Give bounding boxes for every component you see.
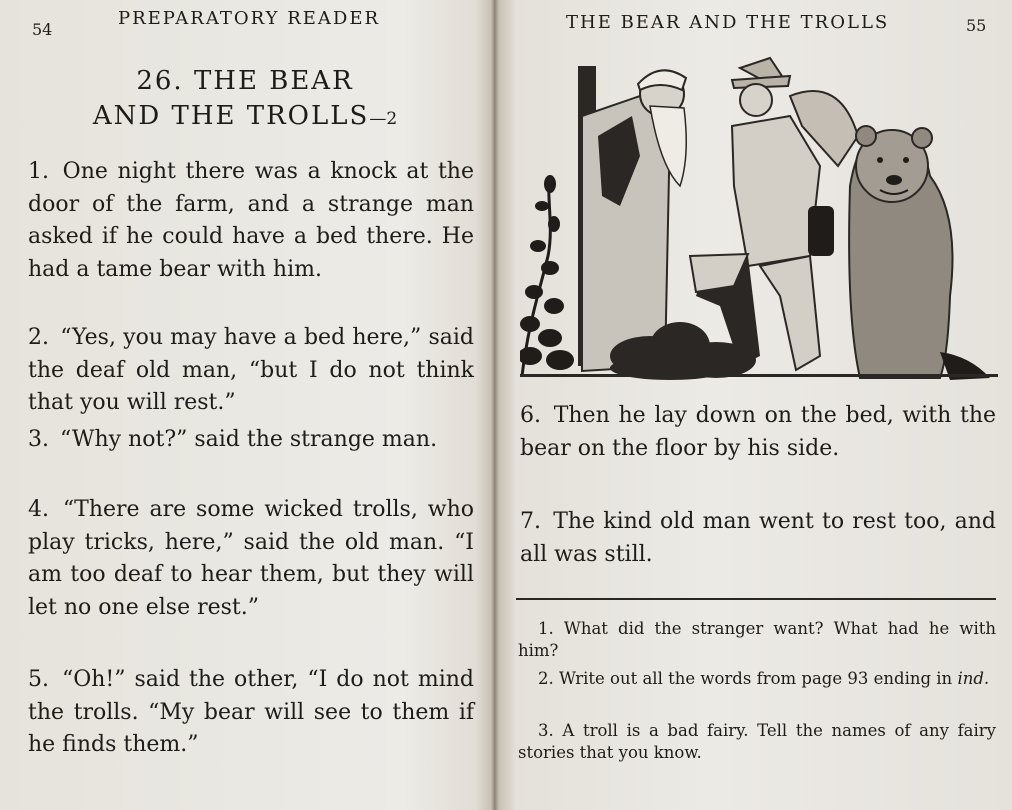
ground-line <box>520 374 998 377</box>
paragraph-text: “Yes, you may have a bed here,” said the deaf old man, “but I do not think that you will rest.” <box>28 325 474 415</box>
question-text: What did the stranger want? What had he with him? <box>518 619 996 660</box>
paragraph-5 <box>28 664 474 762</box>
paragraph-number: 1. <box>28 159 49 184</box>
paragraph-number: 7. <box>520 509 541 534</box>
question-text: A troll is a bad fairy. Tell the names of any fairy stories that you know. <box>518 721 996 762</box>
section-divider <box>516 598 996 600</box>
paragraph-text: One night there was a knock at the door of the farm, and a strange man asked if he could have a bed there. He had a tame bear with him. <box>28 159 474 282</box>
lesson-title <box>20 64 470 137</box>
lesson-number: 26. <box>136 66 184 96</box>
question-2 <box>518 668 996 690</box>
paragraph-number: 2. <box>28 325 49 350</box>
paragraph-text: “Why not?” said the strange man. <box>60 427 438 452</box>
paragraph-text: “There are some wicked trolls, who play tricks, here,” said the old man. “I am too deaf to hear them, but they will let no one else rest.” <box>28 497 474 620</box>
page-number-right: 55 <box>966 16 987 35</box>
paragraph-3 <box>28 424 474 457</box>
paragraph-number: 3. <box>28 427 49 452</box>
question-number: 1. <box>538 619 554 638</box>
question-number: 2. <box>538 669 554 688</box>
paragraph-number: 6. <box>520 403 541 428</box>
paragraph-1 <box>28 156 474 286</box>
right-page <box>498 0 1012 810</box>
vine-foliage <box>520 175 574 376</box>
paragraph-2 <box>28 322 474 420</box>
bear-and-travelers-illustration <box>520 56 998 384</box>
left-page <box>0 0 488 810</box>
question-3 <box>518 720 996 764</box>
lesson-title-text2: AND THE TROLLS <box>92 101 370 131</box>
paragraph-4 <box>28 494 474 624</box>
paragraph-6 <box>520 400 996 465</box>
question-1 <box>518 618 996 662</box>
paragraph-number: 5. <box>28 667 49 692</box>
running-head-right: THE BEAR AND THE TROLLS <box>566 12 890 33</box>
paragraph-7 <box>520 506 996 571</box>
page-number-left: 54 <box>32 20 53 39</box>
running-head-left: PREPARATORY READER <box>118 8 381 29</box>
question-number: 3. <box>538 721 554 740</box>
lesson-title-text1: THE BEAR <box>193 66 354 96</box>
lesson-title-line2 <box>20 99 470 137</box>
lesson-title-line1 <box>20 64 470 99</box>
paragraph-number: 4. <box>28 497 49 522</box>
bear-figure <box>849 126 990 380</box>
paragraph-text: “Oh!” said the other, “I do not mind the trolls. “My bear will see to them if he finds them.” <box>28 667 474 757</box>
paragraph-text: Then he lay down on the bed, with the bear on the floor by his side. <box>520 403 997 461</box>
paragraph-text: The kind old man went to rest too, and all was still. <box>520 509 997 567</box>
question-text: Write out all the words from page 93 ending in <box>559 669 953 688</box>
traveler-figure <box>690 58 858 370</box>
question-italic-word: ind. <box>957 669 990 688</box>
lesson-part: —2 <box>369 109 398 129</box>
